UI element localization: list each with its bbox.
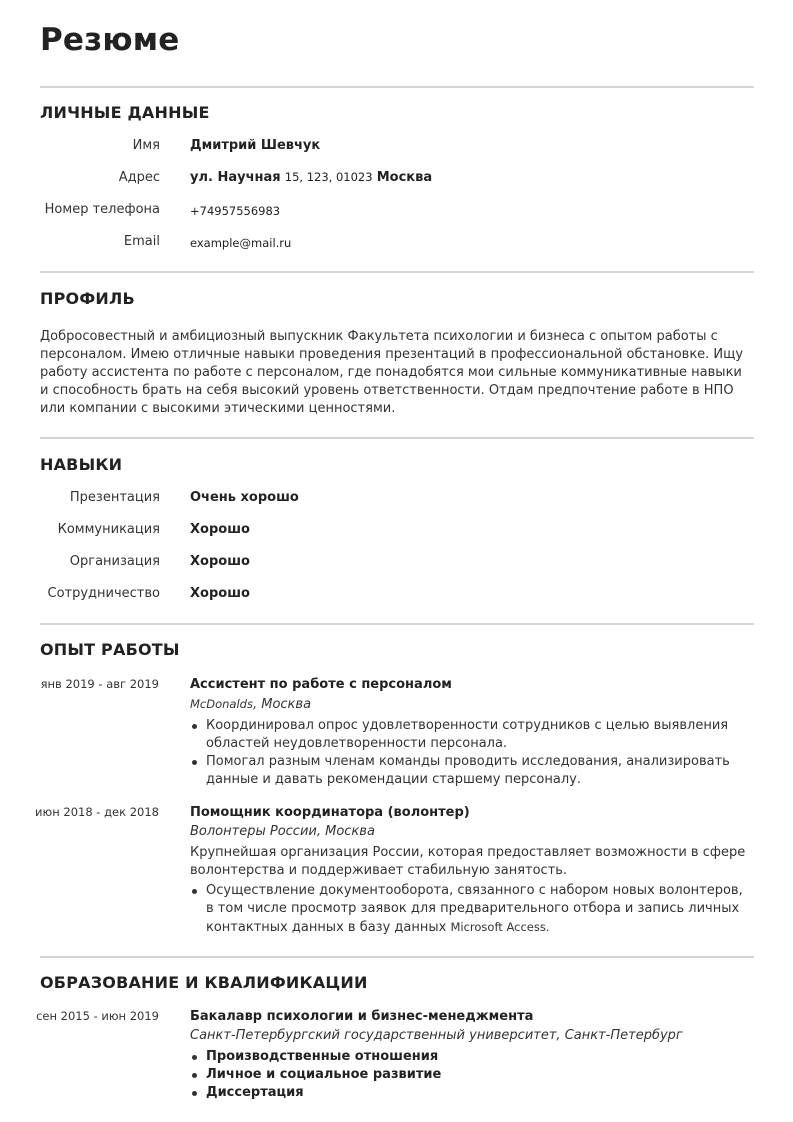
job-title: Ассистент по работе с персоналом xyxy=(190,677,452,692)
skill-name: Коммуникация xyxy=(57,522,160,537)
experience-heading: ОПЫТ РАБОТЫ xyxy=(40,640,180,659)
education-dates: сен 2015 - июн 2019 xyxy=(36,1009,159,1023)
job-bullets xyxy=(190,717,754,789)
profile-text: Добросовестный и амбициозный выпускник Факультета психологии и бизнеса с опытом работы с персоналом. Имею отличные навыки проведения презентаций в профессиональной обстановке. Ищу работу ассистента по работе с персоналом, где понадобятся мои сильные коммуникативные навыки и способность брать на себя высокий уровень ответственности. Отдам предпочтение работе в НПО или компании с высокими этическими ценностями. xyxy=(40,329,744,416)
degree-title: Бакалавр психологии и бизнес-менеджмента xyxy=(190,1009,534,1024)
address-value xyxy=(190,170,432,185)
skill-row xyxy=(40,586,754,606)
address-numbers: 15, 123, 01023 xyxy=(284,170,373,184)
list-item xyxy=(190,882,754,937)
skill-name: Организация xyxy=(69,554,160,569)
email-row xyxy=(40,234,754,254)
bullet-text: Осуществление документооборота, связанного с набором новых волонтеров, в том числе просмотр заявок для предварительного отбора и запись личных контактных данных в базу данных xyxy=(206,883,743,935)
profile-heading: ПРОФИЛЬ xyxy=(40,289,135,308)
job-bullets xyxy=(190,882,754,937)
institution: Санкт-Петербургский государственный университет, Санкт-Петербург xyxy=(190,1028,683,1043)
address-label: Адрес xyxy=(118,170,160,185)
name-label: Имя xyxy=(132,138,160,153)
skill-level: Хорошо xyxy=(190,554,250,569)
phone-row xyxy=(40,202,754,222)
job-dates: янв 2019 - авг 2019 xyxy=(40,677,159,691)
skill-row xyxy=(40,522,754,542)
list-item: Помогал разным членам команды проводить исследования, анализировать данные и давать рекомендации старшему персоналу. xyxy=(190,753,754,789)
bullet-tail: Microsoft Access. xyxy=(450,920,550,934)
name-row xyxy=(40,138,754,158)
company-location: Москва xyxy=(325,824,375,839)
job-company: Волонтеры России, Москва xyxy=(190,824,375,839)
page-title: Резюме xyxy=(40,22,180,58)
section-divider xyxy=(40,956,754,958)
list-item: Координировал опрос удовлетворенности сотрудников с целью выявления областей неудовлетворенности персонала. xyxy=(190,717,754,753)
company-location: Москва xyxy=(261,697,312,712)
section-divider xyxy=(40,437,754,439)
personal-heading: ЛИЧНЫЕ ДАННЫЕ xyxy=(40,103,210,122)
company-name: McDonalds xyxy=(190,697,253,711)
email-label: Email xyxy=(123,234,160,249)
skills-heading: НАВЫКИ xyxy=(40,455,123,474)
section-divider xyxy=(40,86,754,88)
address-street: ул. Научная xyxy=(190,170,281,185)
job-company: McDonalds, Москва xyxy=(190,697,312,712)
skill-name: Сотрудничество xyxy=(47,586,160,601)
name-value: Дмитрий Шевчук xyxy=(190,138,321,153)
education-heading: ОБРАЗОВАНИЕ И КВАЛИФИКАЦИИ xyxy=(40,973,368,992)
job-dates: июн 2018 - дек 2018 xyxy=(35,805,159,819)
skill-level: Очень хорошо xyxy=(190,490,299,505)
course-list xyxy=(190,1048,754,1102)
section-divider xyxy=(40,623,754,625)
company-name: Волонтеры России xyxy=(190,824,317,839)
phone-value: +74957556983 xyxy=(190,204,281,218)
skill-row xyxy=(40,490,754,510)
phone-label: Номер телефона xyxy=(44,202,160,217)
list-item: Личное и социальное развитие xyxy=(190,1066,754,1084)
address-row xyxy=(40,170,754,190)
address-city: Москва xyxy=(376,170,433,185)
job-description: Крупнейшая организация России, которая предоставляет возможности в сфере волонтерства и поддерживает стабильную занятость. xyxy=(190,845,746,878)
email-value[interactable]: example@mail.ru xyxy=(190,236,292,250)
job-title: Помощник координатора (волонтер) xyxy=(190,805,470,820)
section-divider xyxy=(40,271,754,273)
list-item: Диссертация xyxy=(190,1084,754,1102)
skill-name: Презентация xyxy=(69,490,160,505)
skill-row xyxy=(40,554,754,574)
list-item: Производственные отношения xyxy=(190,1048,754,1066)
skill-level: Хорошо xyxy=(190,522,250,537)
skill-level: Хорошо xyxy=(190,586,250,601)
